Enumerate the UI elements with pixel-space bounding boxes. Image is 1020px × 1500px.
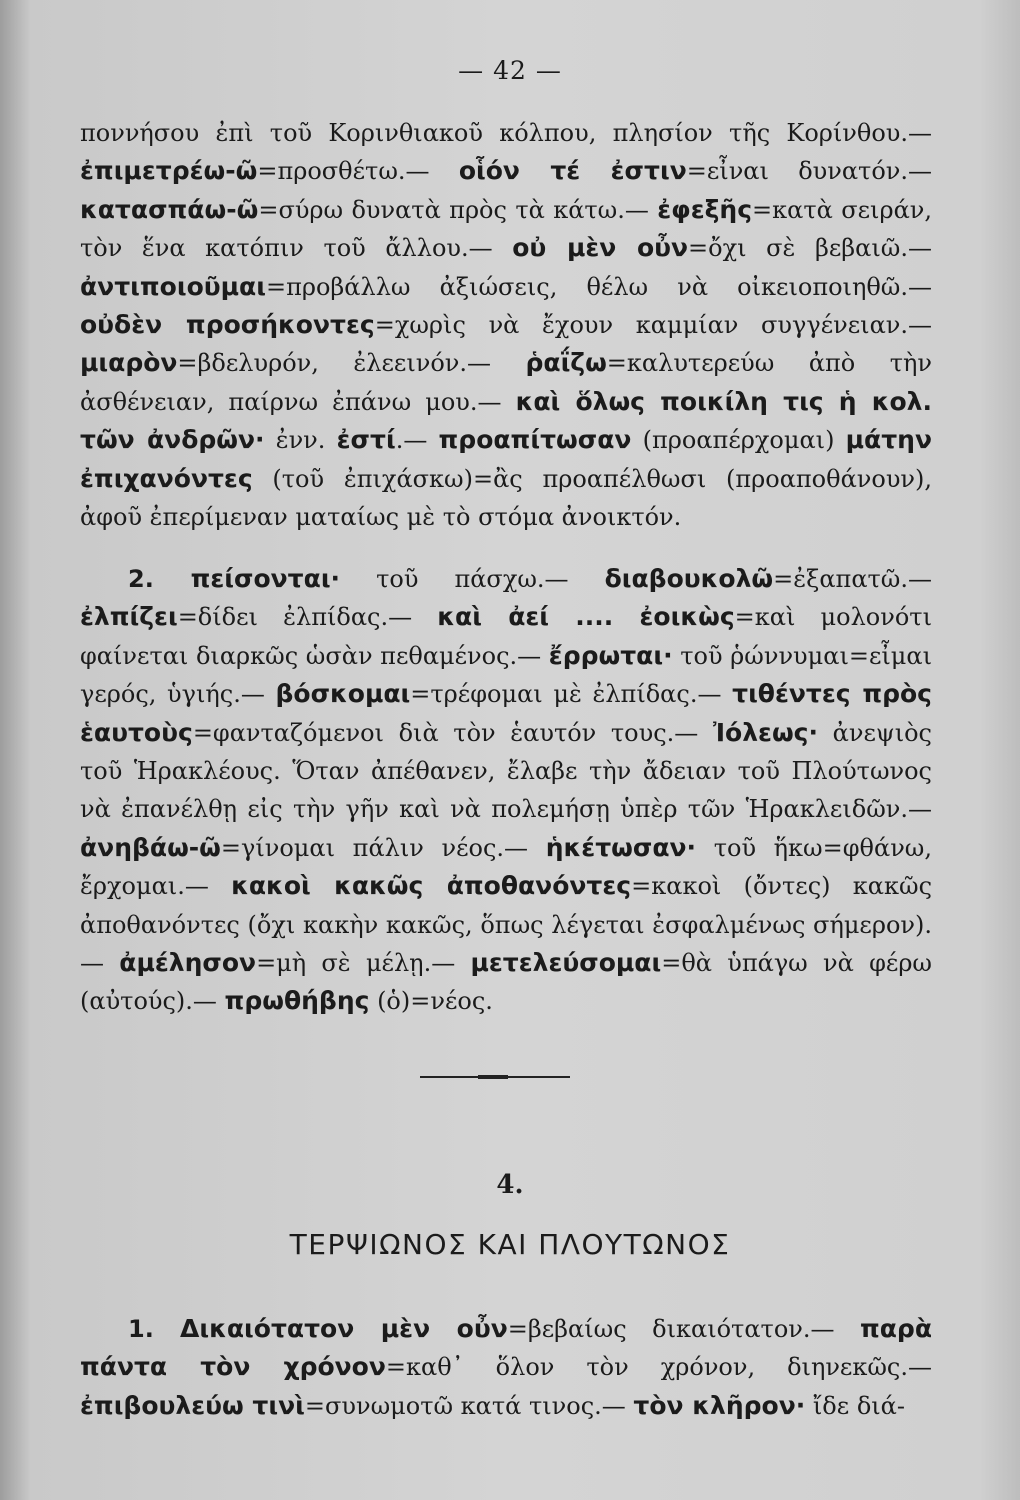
gloss-text: =χωρὶς νὰ ἔχουν καμμίαν συγγένειαν.— <box>374 311 932 340</box>
headword-term: τιθέντες πρὸς ἑαυτοὺς <box>80 679 932 747</box>
gloss-text: πoννήσου ἐπὶ τοῦ Κορινθιακοῦ κόλπου, πλησίον τῆς Κορίνθου.— <box>80 119 932 147</box>
gloss-text: =φανταζόμενοι διὰ τὸν ἑαυτόν τους.— <box>192 718 713 747</box>
gloss-text: =ὄχι σὲ βεβαιῶ.— <box>688 234 932 263</box>
paragraph-number: 1. <box>128 1315 181 1343</box>
gloss-text: ἐνν. <box>264 426 337 455</box>
gloss-text: =βεβαίως δικαιότατον.— <box>507 1315 860 1343</box>
gloss-text: =καλυτερεύω ἀπὸ τὴν ἀσθένειαν, παίρνω ἐπάνω μου.— <box>80 349 932 416</box>
gloss-text: =βδελυρόν, ἐλεεινόν.— <box>177 349 526 378</box>
gloss-text: =τρέφομαι μὲ ἐλπίδας.— <box>410 680 733 709</box>
headword-term: παρὰ πάντα τὸν χρόνον <box>80 1314 932 1382</box>
headword-term: ἐστί <box>336 425 396 455</box>
gloss-text: τοῦ πάσχω.— <box>340 565 605 593</box>
headword-term: καὶ ὅλως ποικίλη τις ἡ κολ. τῶν ἀνδρῶν· <box>80 386 932 455</box>
commentary-notes-section-4 <box>80 1310 932 1425</box>
gloss-text: =ἐξαπατῶ.— <box>773 565 932 593</box>
gloss-text: =καὶ μολονότι φαίνεται διαρκῶς ὡσὰν πεθαμένος.— <box>80 603 932 670</box>
gloss-text: (τοῦ ἐπιχάσκω)=ἂς προαπέλθωσι (προαποθάνουν), ἀφοῦ ἐπερίμεναν ματαίως μὲ τὸ στόμα ἀνοικτόν. <box>80 464 932 532</box>
gloss-text: .— <box>395 426 439 455</box>
headword-term: ἔρρωται· <box>548 640 673 670</box>
headword-term: οὐ μὲν οὖν <box>512 233 689 263</box>
headword-term: τὸν κλῆρον· <box>633 1390 806 1420</box>
headword-term: πείσονται· <box>190 564 341 593</box>
gloss-text: =σύρω δυνατὰ πρὸς τὰ κάτω.— <box>258 195 658 224</box>
headword-term: πρωθήβης <box>224 986 370 1016</box>
headword-term: μετελεύσομαι <box>470 948 662 978</box>
gloss-text: =μὴ σὲ μέλῃ.— <box>256 949 471 978</box>
gloss-text: τοῦ ῥώννυμαι=εἶμαι γερός, ὑγιής.— <box>80 641 933 709</box>
page-number: — 42 — <box>458 56 562 85</box>
gloss-text: =δίδει ἐλπίδας.— <box>177 603 438 632</box>
headword-term: Ἰόλεως· <box>712 717 818 747</box>
paragraph-continued <box>80 114 932 536</box>
headword-term: βόσκομαι <box>275 679 411 709</box>
headword-term: Δικαιότατον μὲν οὖν <box>180 1314 508 1343</box>
headword-term: ἀνηβάω-ῶ <box>80 832 221 862</box>
headword-term: οὐδὲν προσήκοντες <box>80 310 375 340</box>
gloss-text: (ὁ)=νέος. <box>369 987 493 1016</box>
headword-term: μάτην ἐπιχανόντες <box>80 425 932 493</box>
headword-term: ἐφεξῆς <box>657 194 753 224</box>
headword-term: διαβουκολῶ <box>604 564 774 593</box>
gloss-text: =καθ᾽ ὅλον τὸν χρόνον, διηνεκῶς.— <box>385 1353 933 1382</box>
commentary-notes-continued <box>80 114 932 536</box>
paragraph-number: 2. <box>128 565 191 593</box>
headword-term: μιαρὸν <box>80 348 178 378</box>
section-title: ΤΕΡΨΙΩΝΟΣ ΚΑΙ ΠΛΟΥΤΩΝΟΣ <box>289 1228 731 1261</box>
gloss-text: =εἶναι δυνατόν.— <box>686 157 932 186</box>
headword-term: κατασπάω-ῶ <box>80 194 259 224</box>
headword-term: ἀμέλησον <box>119 948 257 978</box>
headword-term: ἀντιποιοῦμαι <box>80 271 266 301</box>
paragraph-1 <box>80 1310 932 1425</box>
gloss-text: =συνωμοτῶ κατά τινος.— <box>304 1391 634 1420</box>
headword-term: ἐπιμετρέω-ῶ <box>80 156 258 186</box>
headword-term: προαπίτωσαν <box>438 425 632 455</box>
gloss-text: τοῦ ἥκω=φθάνω, ἔρχομαι.— <box>80 833 932 901</box>
gloss-text: ἴδε διά- <box>805 1391 905 1420</box>
headword-term: ῥαΐζω <box>525 348 607 378</box>
headword-term: ἡκέτωσαν· <box>545 832 697 862</box>
section-divider <box>420 1076 570 1078</box>
headword-term: ἐπιβουλεύω τινὶ <box>80 1390 305 1420</box>
paragraph-2 <box>80 560 932 1021</box>
headword-term: οἷόν τέ ἐστιν <box>458 156 687 186</box>
headword-term: κακοὶ κακῶς ἀποθανόντες <box>231 871 632 901</box>
gloss-text: =θὰ ὑπάγω νὰ φέρω (αὐτούς).— <box>80 949 933 1016</box>
gloss-text: ἀνεψιὸς τοῦ Ἡρακλέους. Ὅταν ἀπέθανεν, ἔλαβε τὴν ἄδειαν τοῦ Πλούτωνος νὰ ἐπανέλθῃ εἰς τὴν γῆν καὶ νὰ πολεμήσῃ ὑπὲρ τῶν Ἡρακλειδῶν.— <box>80 718 932 824</box>
gloss-text: =κακοὶ (ὄντες) κακῶς ἀποθανόντες (ὄχι κακὴν κακῶς, ὅπως λέγεται ἐσφαλμένως σήμερον).— <box>80 872 933 978</box>
commentary-notes-section-2 <box>80 560 932 1021</box>
headword-term: καὶ ἀεί .... ἐοικὼς <box>437 602 735 632</box>
gloss-text: =γίνομαι πάλιν νέος.— <box>220 833 546 862</box>
gloss-text: =κατὰ σειράν, τὸν ἕνα κατόπιν τοῦ ἄλλου.— <box>80 195 932 263</box>
gloss-text: =προσθέτω.— <box>257 157 459 186</box>
gloss-text: =προβάλλω ἀξιώσεις, θέλω νὰ οἰκειοποιηθῶ.— <box>265 272 932 301</box>
gloss-text: (προαπέρχομαι) <box>631 426 846 455</box>
headword-term: ἐλπίζει <box>80 602 178 632</box>
section-number: 4. <box>496 1170 524 1200</box>
